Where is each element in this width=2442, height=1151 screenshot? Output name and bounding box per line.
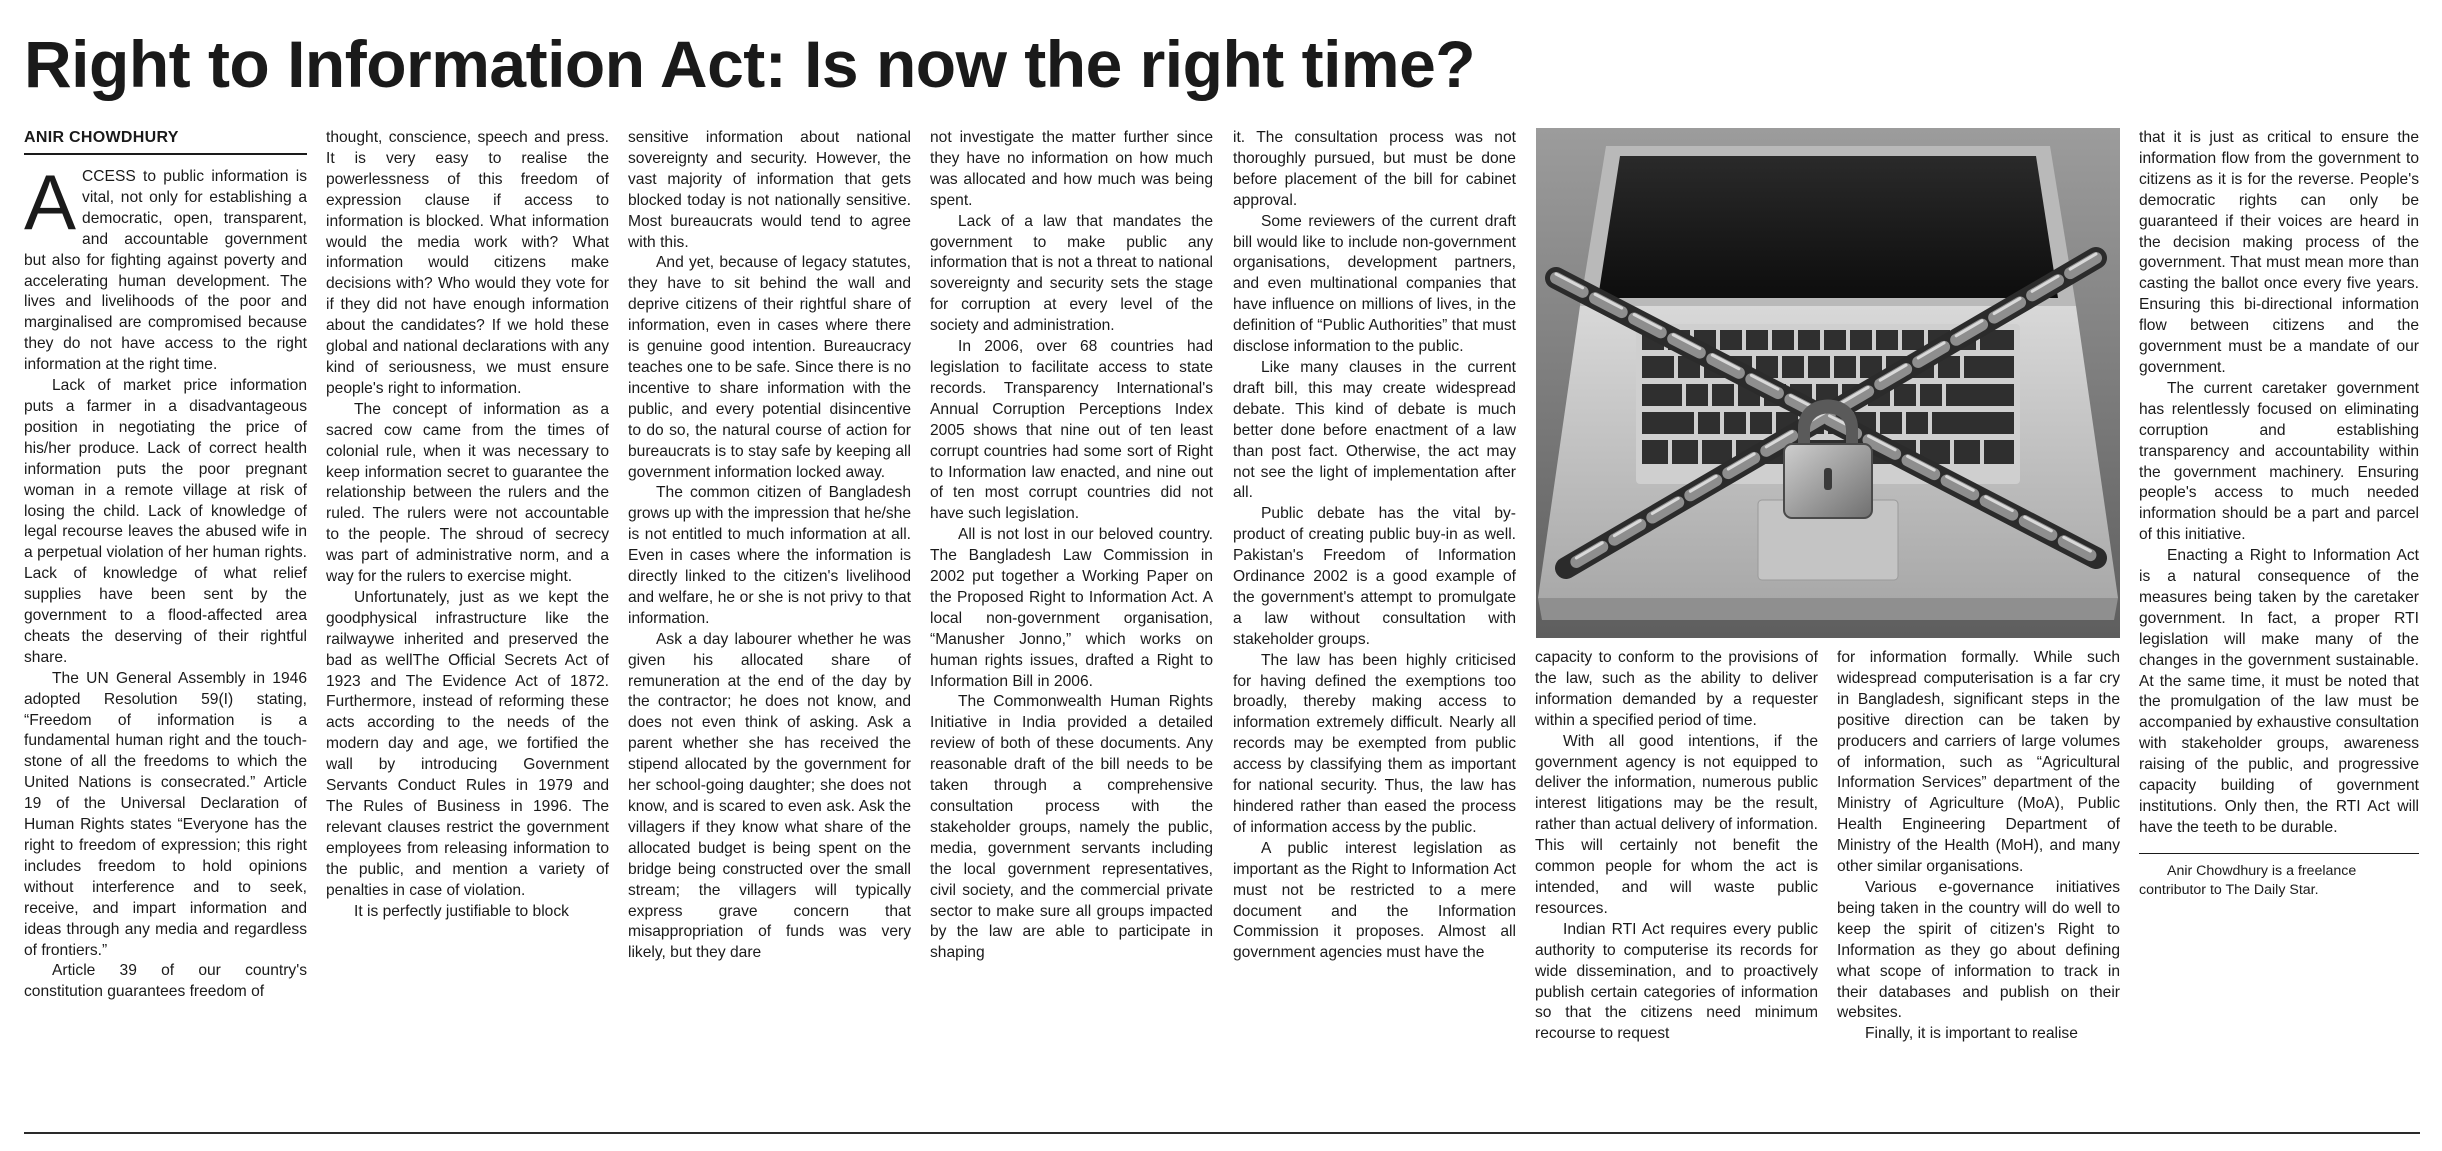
- bottom-rule: [24, 1132, 2420, 1134]
- paragraph: It is perfectly justifiable to block: [354, 902, 569, 920]
- paragraph: The law has been highly criticised for having defined the exemptions too broadly, thereby making access to information extremely difficult. Nearly all records may be exempted from public access by classifying them as important for national security. Thus, the law has hindered rather than eased the process of information access by the public.: [1233, 651, 1516, 836]
- paragraph: A public interest legislation as important as the Right to Information Act must not be restricted to a mere document and the Information Commission it proposes. Almost all government agencies must have the: [1233, 839, 1516, 962]
- article-column-3: [628, 128, 911, 1120]
- paragraph: Lack of market price information puts a farmer in a disadvantageous position in negotiating the price of his/her produce. Lack of correct health information puts the poor pregnant woman in a remote village at risk of losing the child. Lack of knowledge of legal recourse leaves the abused wife in a perpetual violation of her human rights. Lack of knowledge of what relief supplies have been sent by the government to a flood-affected area cheats the deserving of their rightful share.: [24, 377, 307, 666]
- paragraph: All is not lost in our beloved country. The Bangladesh Law Commission in 2002 put together a Working Paper on the Proposed Right to Information Act. A local non-government organisation, “Manusher Jonno,” which works on human rights issues, drafted a Right to Information Bill in 2006.: [930, 526, 1213, 690]
- article-column-5: [1233, 128, 1516, 1120]
- paragraph: sensitive information about national sovereignty and security. However, the vast majority of information that gets blocked today is not nationally sensitive. Most bureaucrats would tend to agree with this.: [628, 129, 911, 251]
- paragraph: Unfortunately, just as we kept the goodphysical infrastructure like the railwaywe inherited and preserved the bad as wellThe Official Secrets Act of 1923 and The Evidence Act of 1872. Furthermore, instead of reforming these acts according to the needs of the modern day and age, we fortified the wall by introducing Government Servants Conduct Rules in 1979 and The Rules of Business in 1996. The relevant clauses restrict the government employees from releasing information to the public, and mention a variety of penalties in case of violation.: [326, 588, 609, 899]
- paragraph: Lack of a law that mandates the government to make public any information that is not a threat to national sovereignty and security sets the stage for corruption at every level of the society and administration.: [930, 212, 1213, 335]
- article-photo: [1536, 128, 2120, 638]
- paragraph: that it is just as critical to ensure the information flow from the government to citizens as it is for the reverse. People's democratic rights can only be guaranteed if their voices are heard in the decision making process of the government. That must mean more than casting the ballot once every five years. Ensuring this bi-directional information flow between citizens and the government must be a mandate of our government.: [2139, 129, 2419, 376]
- paragraph: Some reviewers of the current draft bill would like to include non-government organisations, development partners, and even multinational companies that have influence on millions of lives, in the definition of “Public Authorities” that must disclose information to the public.: [1233, 212, 1516, 356]
- article-column-6: [1535, 648, 1818, 1120]
- paragraph: capacity to conform to the provisions of the law, such as the ability to deliver information demanded by a requester within a specified period of time.: [1535, 649, 1818, 729]
- paragraph: Article 39 of our country's constitution guarantees freedom of: [24, 962, 307, 1001]
- drop-cap: A: [24, 158, 77, 246]
- byline: ANIR CHOWDHURY: [24, 128, 307, 155]
- paragraph: Various e-governance initiatives being taken in the country will do well to keep the spirit of citizen's Right to Information as they go about defining what scope of information to track in their databases and publish on their websites.: [1837, 878, 2120, 1022]
- paragraph: The concept of information as a sacred cow came from the times of colonial rule, when it was necessary to keep information secret to guarantee the relationship between the rulers and the ruled. The rulers were not accountable to the people. The shroud of secrecy was part of administrative norm, and a way for the rulers to exercise might.: [326, 400, 609, 586]
- paragraph: The common citizen of Bangladesh grows up with the impression that he/she is not entitled to much information at all. Even in cases where the information is directly linked to the citizen's livelihood and welfare, he or she is not privy to that information.: [628, 484, 911, 627]
- article-column-1: [24, 128, 307, 1120]
- article-column-4: [930, 128, 1213, 1120]
- paragraph: The current caretaker government has relentlessly focused on eliminating corruption and establishing transparency and accountability within the government machinery. Ensuring people's access to much needed information should be a part and parcel of this initiative.: [2139, 379, 2419, 544]
- paragraph: Finally, it is important to realise: [1865, 1025, 2078, 1043]
- author-note-divider: [2139, 853, 2419, 854]
- paragraph: And yet, because of legacy statutes, they have to sit behind the wall and deprive citizens of their rightful share of information, even in cases where there is genuine good intention. Bureaucracy teaches one to be safe. Since there is no incentive to share information with the public, and every potential disincentive to do so, the natural course of action for bureaucrats is to stay safe by keeping all government information locked away.: [628, 254, 911, 481]
- paragraph: not investigate the matter further since they have no information on how much was allocated and how much was being spent.: [930, 129, 1213, 209]
- paragraph: for information formally. While such widespread computerisation is a far cry in Bangladesh, significant steps in the positive direction can be taken by producers and carriers of large volumes of information, such as “Agricultural Information Services” department of the Ministry of Agriculture (MoA), Public Health Engineering Department of Ministry of the Health (MoH), and many other similar organisations.: [1837, 649, 2120, 876]
- author-note: Anir Chowdhury is a freelance contributor to The Daily Star.: [2139, 862, 2357, 898]
- paragraph: Like many clauses in the current draft bill, this may create widespread debate. This kind of debate is much better done before enactment of a law than post fact. Otherwise, the act may not see the light of implementation after all.: [1233, 358, 1516, 502]
- article-column-8: [2139, 128, 2419, 1120]
- paragraph: The UN General Assembly in 1946 adopted Resolution 59(I) stating, “Freedom of information is a fundamental human right and the touch-stone of all the freedoms to which the United Nations is consecrated.” Article 19 of the Universal Declaration of Human Rights states “Everyone has the right to freedom of expression; this right includes freedom to hold opinions without interference and to seek, receive, and impart information and ideas through any media and regardless of frontiers.”: [24, 669, 307, 959]
- paragraph: In 2006, over 68 countries had legislation to facilitate access to state records. Transparency International's Annual Corruption Perceptions Index 2005 shows that nine out of ten least corrupt countries had some sort of Right to Information law enacted, and nine out of ten most corrupt countries did not have such legislation.: [930, 338, 1213, 523]
- paragraph-text: CCESS to public information is vital, not only for establishing a democratic, open, transparent, and accountable government but also for fighting against poverty and accelerating human development. The lives and livelihoods of the poor and marginalised are compromised because they do not have access to the right information at the right time.: [24, 168, 307, 374]
- laptop-chained-padlock-icon: [1536, 128, 2120, 638]
- article-column-2: [326, 128, 609, 1120]
- headline: Right to Information Act: Is now the right time?: [24, 27, 1476, 101]
- paragraph: Enacting a Right to Information Act is a natural consequence of the measures being taken by the caretaker government. In fact, a proper RTI legislation will make many of the changes in the government sustainable. At the same time, it must be noted that the promulgation of the law must be accompanied by exhaustive consultation with stakeholder groups, awareness raising of the public, and progressive capacity building of government institutions. Only then, the RTI Act will have the teeth to be durable.: [2139, 547, 2419, 836]
- paragraph: With all good intentions, if the government agency is not equipped to deliver the information, numerous public interest litigations may be the result, rather than actual delivery of information. This will certainly not benefit the common people for whom the act is intended, and will waste public resources.: [1535, 732, 1818, 917]
- article-column-7: [1837, 648, 2120, 1120]
- paragraph: The Commonwealth Human Rights Initiative in India provided a detailed review of both of these documents. Any reasonable draft of the bill needs to be taken through a comprehensive consultation process with the stakeholder groups, namely the public, media, government servants including the local government representatives, civil society, and the commercial private sector to make sure all groups impacted by the law are able to participate in shaping: [930, 693, 1213, 962]
- paragraph: it. The consultation process was not thoroughly pursued, but must be done before placement of the bill for cabinet approval.: [1233, 129, 1516, 209]
- paragraph: Ask a day labourer whether he was given his allocated share of remuneration at the end of the day by the contractor; he does not know, and does not even think of asking. Ask a parent whether she has received the stipend allocated by the government for her school-going daughter; she does not know, and is scared to even ask. Ask the villagers if they know what share of the allocated budget is being spent on the bridge being constructed over the small stream; the villagers will typically express grave concern that misappropriation of funds was very likely, but they dare: [628, 630, 911, 962]
- paragraph: Public debate has the vital by-product of creating public buy-in as well. Pakistan's Freedom of Information Ordinance 2002 is a good example of the government's attempt to promulgate a law without consultation with stakeholder groups.: [1233, 505, 1516, 648]
- paragraph: Indian RTI Act requires every public authority to computerise its records for wide dissemination, and to proactively publish certain categories of information so that the citizens need minimum recourse to request: [1535, 920, 1818, 1043]
- paragraph: [24, 158, 307, 376]
- paragraph: thought, conscience, speech and press. It is very easy to realise the powerlessness of this freedom of expression clause if access to information is blocked. What information would the media work with? What information would citizens make decisions with? Who would they vote for if they did not have enough information about the candidates? If we hold these global and national declarations with any kind of seriousness, we must ensure people's right to information.: [326, 129, 609, 397]
